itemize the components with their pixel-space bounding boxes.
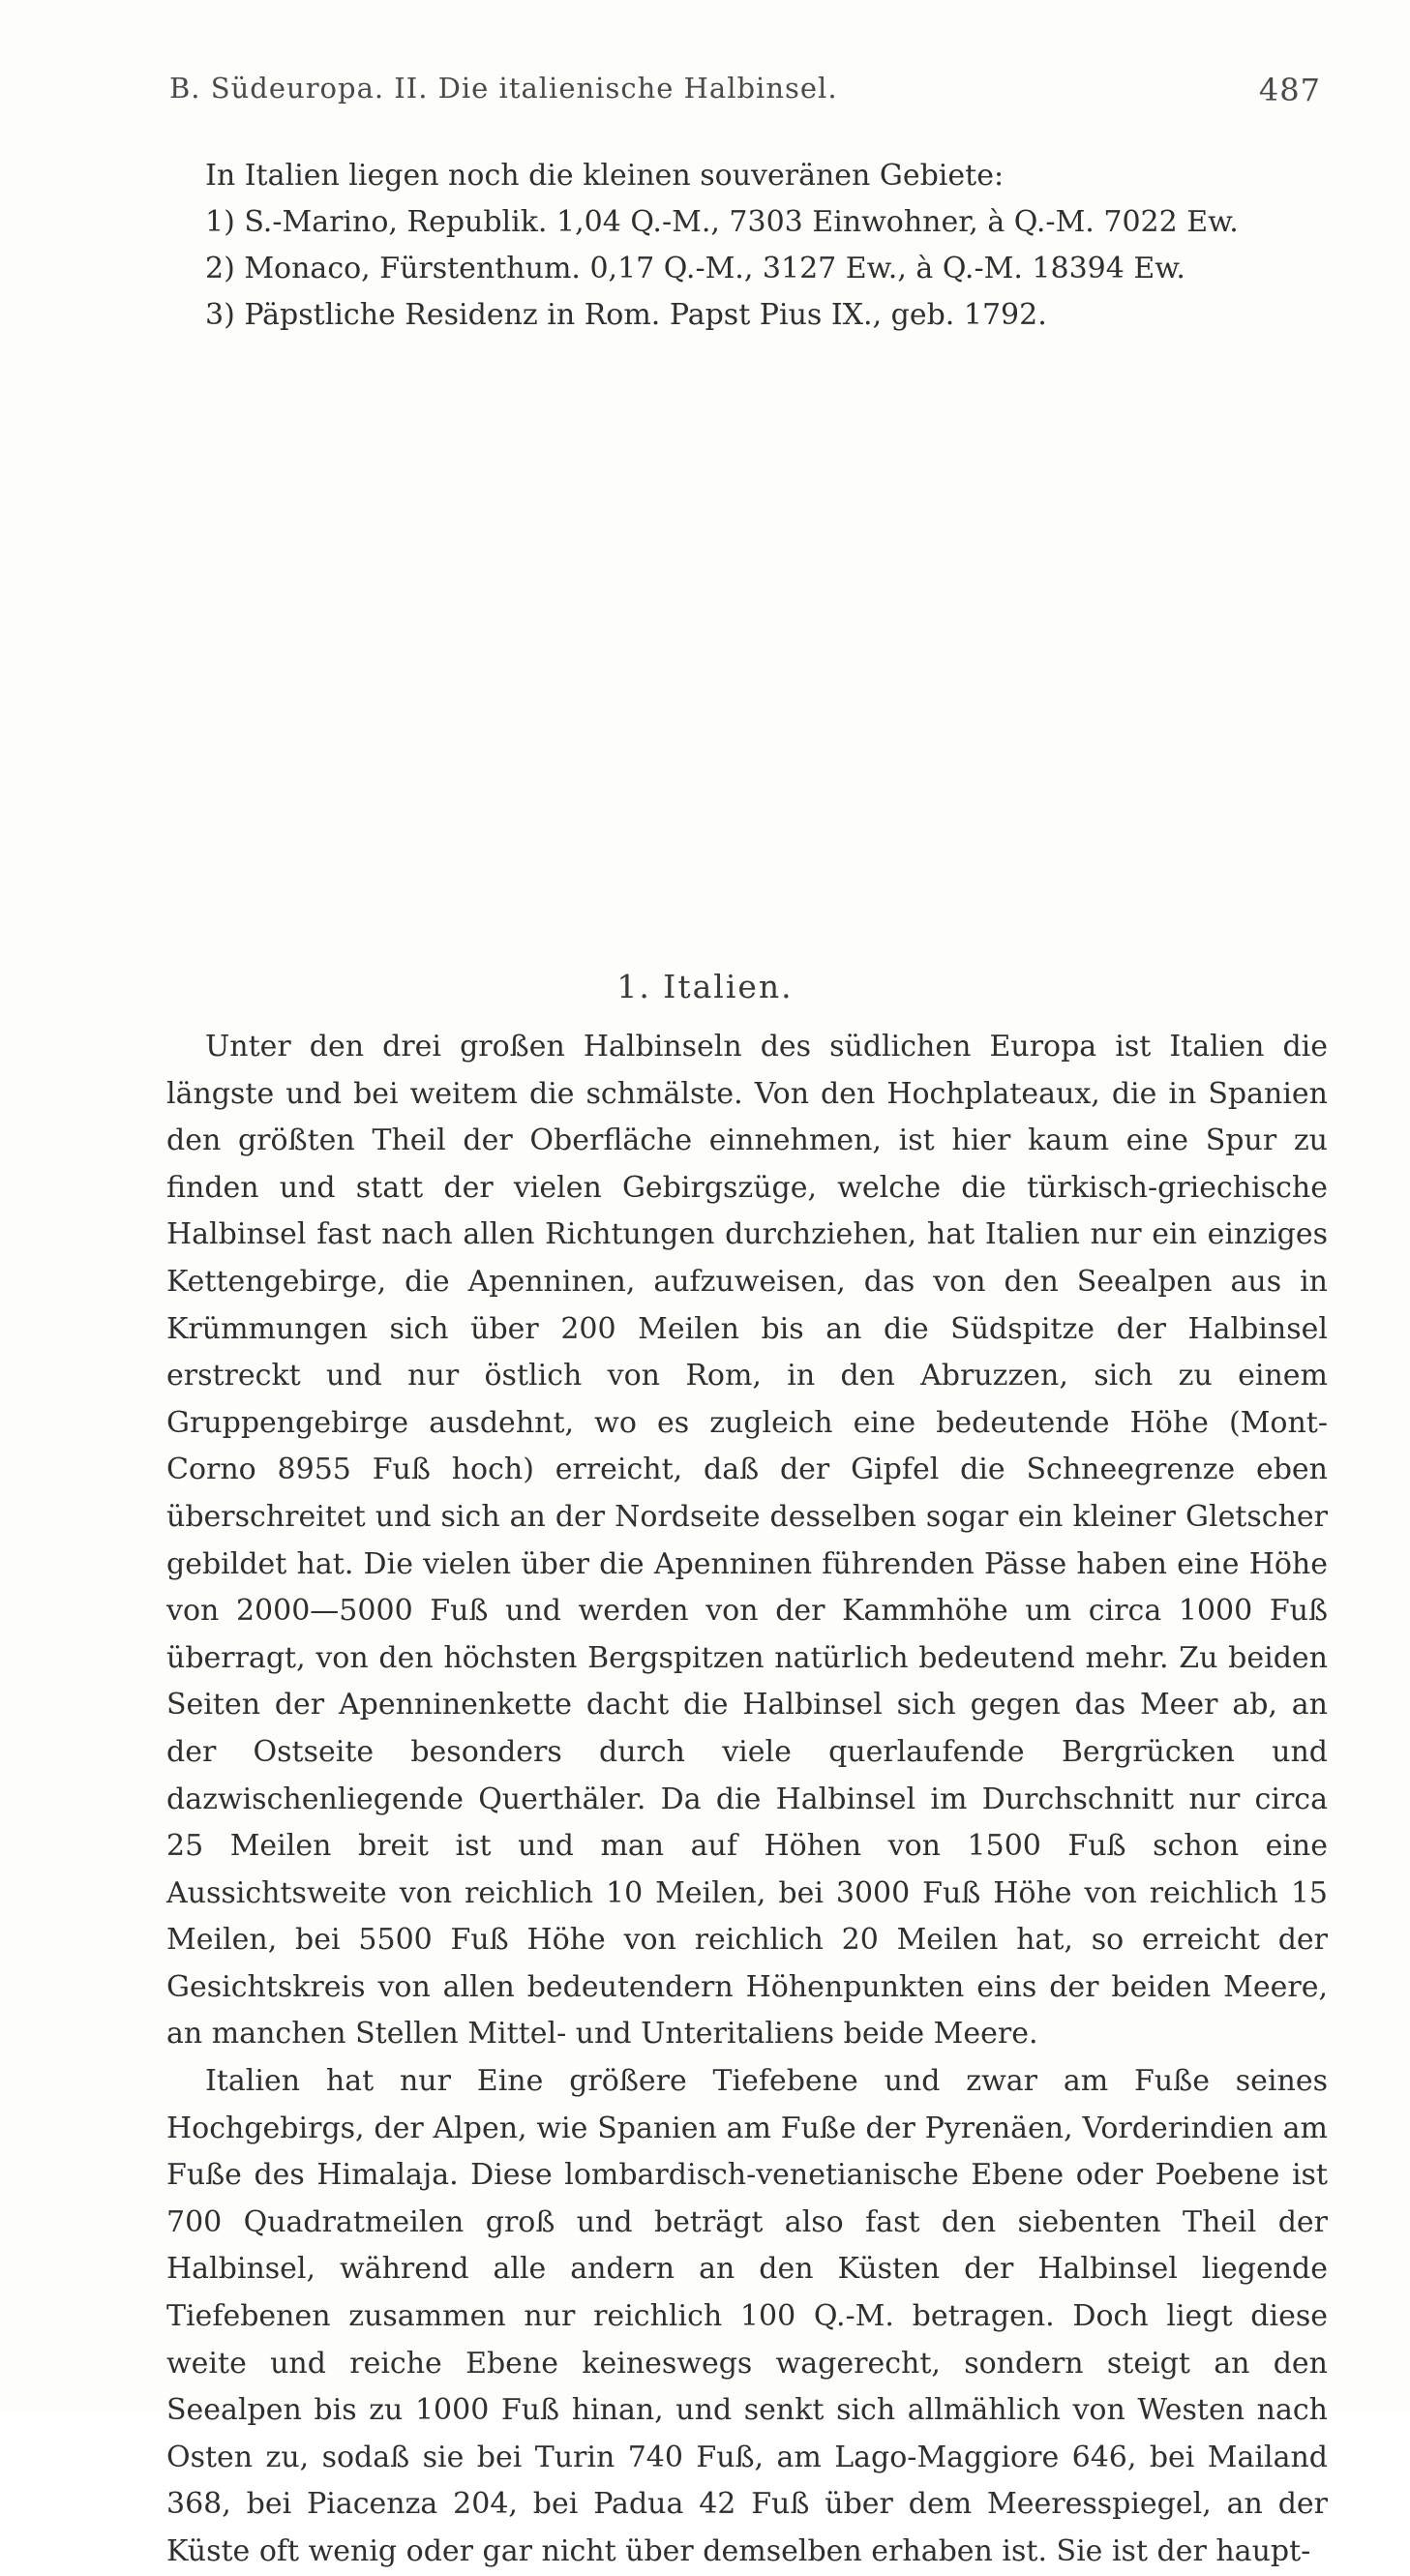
intro-lead: In Italien liegen noch die kleinen souveränen Gebiete:	[205, 159, 1005, 193]
body-paragraph-1: Unter den drei großen Halbinseln des südlichen Europa ist Italien die längste und bei weitem die schmälste. Von den Hochplateaux, die in Spanien den größten Theil der Oberfläche einnehmen, ist hier kaum eine Spur zu finden und statt der vielen Gebirgszüge, welche die türkisch-griechische Halbinsel fast nach allen Richtungen durchziehen, hat Italien nur ein einziges Kettengebirge, die Apenninen, aufzuweisen, das von den Seealpen aus in Krümmungen sich über 200 Meilen bis an die Südspitze der Halbinsel erstreckt und nur östlich von Rom, in den Abruzzen, sich zu einem Gruppengebirge ausdehnt, wo es zugleich eine bedeutende Höhe (Mont-Corno 8955 Fuß hoch) erreicht, daß der Gipfel die Schneegrenze eben überschreitet und sich an der Nordseite desselben sogar ein kleiner Gletscher gebildet hat. Die vielen über die Apenninen führenden Pässe haben eine Höhe von 2000—5000 Fuß und werden von der Kammhöhe um circa 1000 Fuß überragt, von den höchsten Bergspitzen natürlich bedeutend mehr. Zu beiden Seiten der Apenninenkette dacht die Halbinsel sich gegen das Meer ab, an der Ostseite besonders durch viele querlaufende Bergrücken und dazwischenliegende Querthäler. Da die Halbinsel im Durchschnitt nur circa 25 Meilen breit ist und man auf Höhen von 1500 Fuß schon eine Aussichtsweite von reichlich 10 Meilen, bei 3000 Fuß Höhe von reichlich 15 Meilen, bei 5500 Fuß Höhe von reichlich 20 Meilen hat, so erreicht der Gesichtskreis von allen bedeutendern Höhenpunkten eins der beiden Meere, an manchen Stellen Mittel- und Unteritaliens beide Meere.	[166, 1030, 1328, 2052]
body-text	[166, 1024, 1328, 2576]
page-number: 487	[1258, 72, 1321, 108]
running-title: B. Südeuropa. II. Die italienische Halbinsel.	[169, 72, 838, 105]
intro-item-rome: 3) Päpstliche Residenz in Rom. Papst Pius IX., geb. 1792.	[205, 298, 1047, 332]
section-heading: 1. Italien.	[616, 968, 794, 1005]
intro-item-san-marino: 1) S.-Marino, Republik. 1,04 Q.-M., 7303 Einwohner, à Q.-M. 7022 Ew.	[205, 205, 1239, 239]
intro-item-monaco: 2) Monaco, Fürstenthum. 0,17 Q.-M., 3127 Ew., à Q.-M. 18394 Ew.	[205, 252, 1185, 285]
intro-block	[166, 153, 1328, 339]
running-header	[169, 72, 1321, 120]
body-paragraph-2: Italien hat nur Eine größere Tiefebene und zwar am Fuße seines Hochgebirgs, der Alpen, wie Spanien am Fuße der Pyrenäen, Vorderindien am Fuße des Himalaja. Diese lombardisch-venetianische Ebene oder Poebene ist 700 Quadratmeilen groß und beträgt also fast den siebenten Theil der Halbinsel, während alle andern an den Küsten der Halbinsel liegende Tiefebenen zusammen nur reichlich 100 Q.-M. betragen. Doch liegt diese weite und reiche Ebene keineswegs wagerecht, sondern steigt an den Seealpen bis zu 1000 Fuß hinan, und senkt sich allmählich von Westen nach Osten zu, sodaß sie bei Turin 740 Fuß, am Lago-Maggiore 646, bei Mailand 368, bei Piacenza 204, bei Padua 42 Fuß über dem Meeresspiegel, an der Küste oft wenig oder gar nicht über demselben erhaben ist. Sie ist der haupt-	[166, 2064, 1328, 2568]
